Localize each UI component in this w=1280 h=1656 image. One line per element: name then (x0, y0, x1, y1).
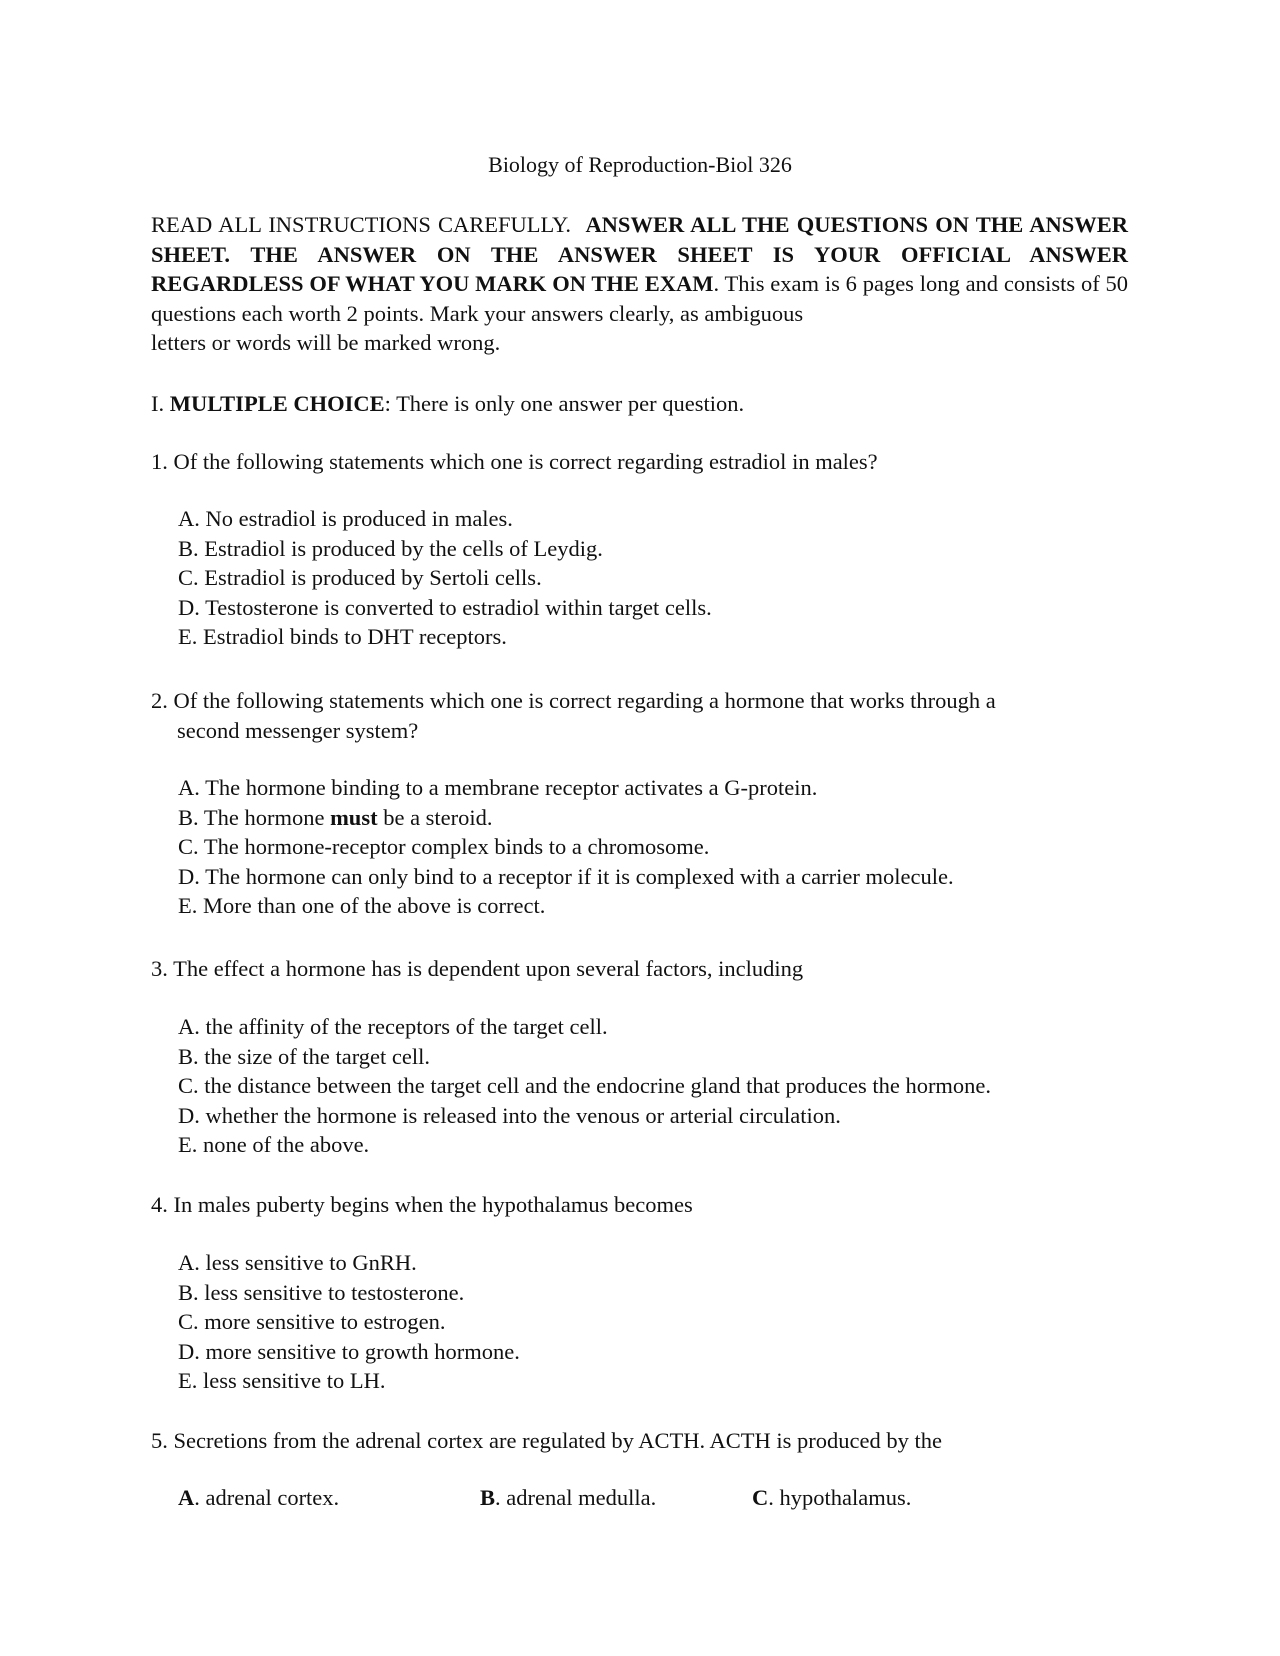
question-2-option-b-pre: B. The hormone (178, 804, 331, 830)
question-2-option-e: E. More than one of the above is correct. (178, 893, 546, 918)
question-3-option-a: A. the affinity of the receptors of the target cell. (178, 1014, 608, 1039)
question-3-option-c: C. the distance between the target cell and the endocrine gland that produces the hormone. (178, 1073, 992, 1098)
question-1-options (178, 504, 712, 652)
question-4-option-e: E. less sensitive to LH. (178, 1368, 386, 1393)
question-2-option-b-post: be a steroid. (377, 804, 493, 830)
question-5-option-a-letter: A (178, 1485, 195, 1510)
instructions-last-line: letters or words will be marked wrong. (151, 330, 501, 355)
question-5-stem: 5. Secretions from the adrenal cortex are regulated by ACTH. ACTH is produced by the (151, 1428, 943, 1453)
question-5-option-b (480, 1483, 656, 1513)
question-2-stem-line2: second messenger system? (177, 717, 419, 743)
section-heading (151, 389, 744, 419)
question-2-option-b-bold: must (330, 804, 378, 830)
question-4-option-d: D. more sensitive to growth hormone. (178, 1338, 520, 1364)
question-2-stem (151, 686, 996, 745)
question-2-option-c: C. The hormone-receptor complex binds to a chromosome. (178, 834, 710, 859)
question-1-option-b: B. Estradiol is produced by the cells of Leydig. (178, 535, 603, 561)
question-2-options (178, 773, 954, 921)
section-heading-text: : There is only one answer per question. (384, 391, 745, 416)
question-3-options (178, 1012, 991, 1160)
question-1-option-a: A. No estradiol is produced in males. (178, 506, 513, 531)
question-2-option-a: A. The hormone binding to a membrane receptor activates a G-protein. (178, 775, 818, 800)
question-1-option-c: C. Estradiol is produced by Sertoli cells. (178, 565, 542, 590)
question-4-option-a: A. less sensitive to GnRH. (178, 1250, 417, 1275)
question-3-option-d: D. whether the hormone is released into the venous or arterial circulation. (178, 1102, 841, 1128)
question-4-stem: 4. In males puberty begins when the hypothalamus becomes (151, 1192, 693, 1217)
question-1-option-e: E. Estradiol binds to DHT receptors. (178, 624, 507, 649)
question-5-option-a-text: . adrenal cortex. (194, 1485, 340, 1510)
question-3-option-b: B. the size of the target cell. (178, 1043, 430, 1069)
instructions-lead: READ ALL INSTRUCTIONS CAREFULLY. (151, 212, 572, 237)
question-5-option-c-text: . hypothalamus. (768, 1485, 912, 1510)
instructions-paragraph (151, 210, 1128, 358)
section-numeral: I. (151, 391, 165, 416)
question-1-option-d: D. Testosterone is converted to estradiol within target cells. (178, 594, 712, 620)
question-5-option-a (178, 1483, 339, 1513)
question-3-option-e: E. none of the above. (178, 1132, 370, 1157)
question-5-option-c-letter: C (752, 1485, 769, 1510)
instructions-rest: . This exam is 6 pages long and consists of 50 questions each worth 2 points. Mark your answers clearly, as ambiguous (151, 271, 1128, 326)
question-1-stem: 1. Of the following statements which one is correct regarding estradiol in males? (151, 449, 878, 474)
question-5-option-b-letter: B (480, 1485, 496, 1510)
page-title: Biology of Reproduction-Biol 326 (488, 152, 792, 177)
question-4-options (178, 1248, 520, 1396)
question-2-option-b (178, 803, 954, 833)
question-4-option-b: B. less sensitive to testosterone. (178, 1279, 465, 1305)
question-2-stem-line1: 2. Of the following statements which one is correct regarding a hormone that works through a (151, 688, 996, 713)
question-5-option-c (752, 1483, 911, 1513)
question-5-option-b-text: . adrenal medulla. (495, 1485, 657, 1510)
instructions-bold: ANSWER ALL THE QUESTIONS ON THE ANSWER SHEET. THE ANSWER ON THE ANSWER SHEET IS YOUR OFFICIAL ANSWER REGARDLESS OF WHAT YOU MARK ON THE EXAM (151, 212, 1129, 296)
section-heading-title: MULTIPLE CHOICE (169, 391, 385, 416)
question-4-option-c: C. more sensitive to estrogen. (178, 1309, 446, 1334)
question-2-option-d: D. The hormone can only bind to a receptor if it is complexed with a carrier molecule. (178, 863, 954, 889)
question-3-stem: 3. The effect a hormone has is dependent upon several factors, including (151, 956, 804, 981)
